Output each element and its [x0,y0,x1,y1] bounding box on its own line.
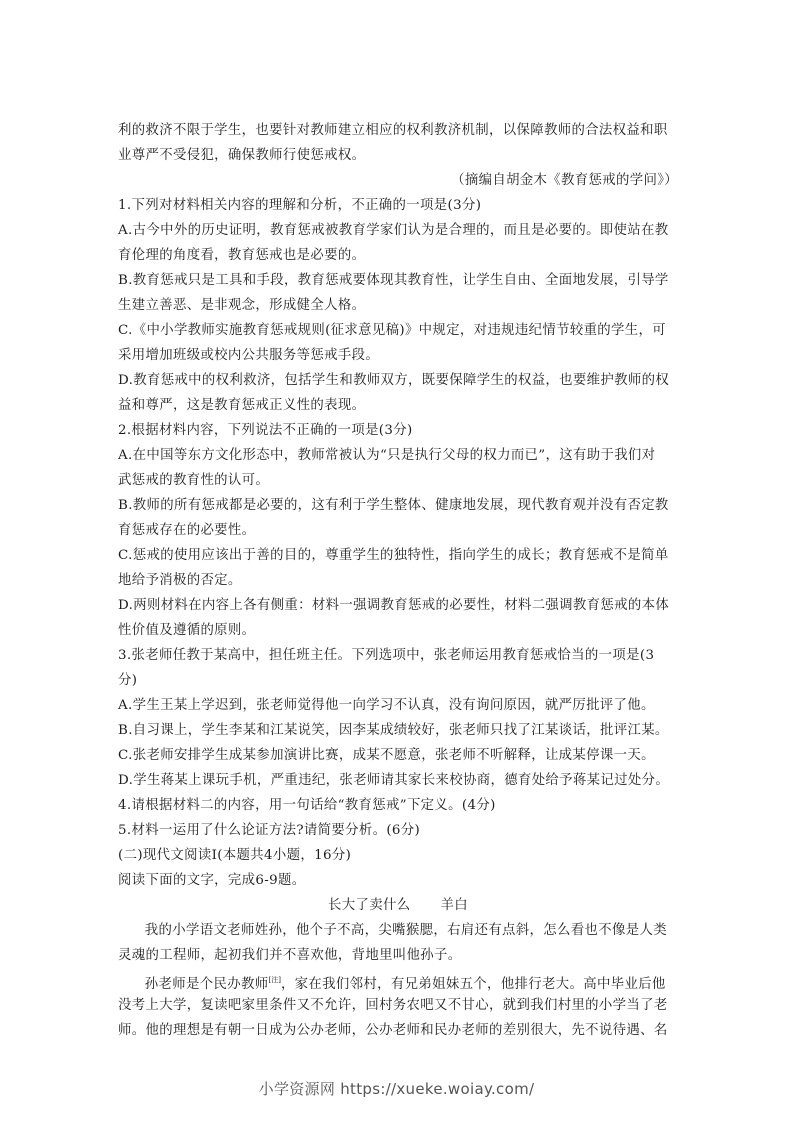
article-author: 羊白 [440,898,468,913]
paragraph-text: ，家在我们邻村，有兄弟姐妹五个，他排行老大。高中毕业后他 [280,977,666,992]
q2-option-c: C.惩戒的使用应该出于善的目的，尊重学生的独特性，指向学生的成长；教育惩戒不是简单 [118,548,669,563]
q1-option-d: D.教育惩戒中的权利救济，包括学生和教师双方，既要保障学生的权益，也要维护教师的权 [118,373,670,388]
q2-option-b: B.教师的所有惩戒都是必要的，这有利于学生整体、健康地发展，现代教育观并没有否定教 [118,498,669,513]
q2-option-a-cont: 武惩戒的教育性的认可。 [118,473,270,488]
q1-option-d-cont: 益和尊严，这是教育惩戒正义性的表现。 [118,398,366,413]
paragraph-line: 师。他的理想是有朝一日成为公办老师，公办老师和民办老师的差别很大，先不说待遇、名 [118,1023,668,1038]
q3-option-a: A.学生王某上学迟到，张老师觉得他一向学习不认真，没有询问原因，就严厉批评了他。 [118,698,655,713]
q1-option-a: A.古今中外的历史证明，教育惩戒被教育学家们认为是合理的，而且是必要的。即使站在教 [118,223,669,238]
paragraph-text: 孙老师是个民办教师 [144,977,269,992]
article-header [118,893,678,918]
article-title: 长大了卖什么 [328,898,411,913]
section-heading: (二)现代文阅读Ⅰ(本题共4小题，16分) [118,848,352,863]
q2-option-d: D.两则材料在内容上各有侧重：材料一强调教育惩戒的必要性，材料二强调教育惩戒的本体 [118,598,670,613]
q3-option-c: C.张老师安排学生成某参加演讲比赛，成某不愿意，张老师不听解释，让成某停课一天。 [118,748,655,763]
source-citation: （摘编自胡金木《教育惩戒的学问》） [451,173,678,188]
q2-option-a: A.在中国等东方文化形态中，教师常被认为“只是执行父母的权力而已”，这有助于我们对 [118,448,656,463]
q3-option-d: D.学生蒋某上课玩手机，严重违纪，张老师请其家长来校协商，德育处给予蒋某记过处分。 [118,773,670,788]
paragraph-line [118,968,678,993]
question-1-stem: 1.下列对材料相关内容的理解和分析，不正确的一项是(3分) [118,198,482,213]
section-instruction: 阅读下面的文字，完成6-9题。 [118,873,306,888]
q1-option-c-cont: 采用增加班级或校内公共服务等惩戒手段。 [118,348,380,363]
paragraph-line: 灵魂的工程师，起初我们并不喜欢他，背地里叫他孙子。 [118,948,462,963]
document-page [118,118,678,1043]
q2-option-b-cont: 育惩戒存在的必要性。 [118,523,256,538]
q2-option-c-cont: 地给予消极的否定。 [118,573,242,588]
q3-option-b: B.自习课上，学生李某和江某说笑，因李某成绩较好，张老师只找了江某谈话，批评江某。 [118,723,669,738]
material-line: 业尊严不受侵犯，确保教师行使惩戒权。 [118,148,366,163]
watermark-footer: 小学资源网 https://xueke.woiay.com/ [258,1080,535,1098]
material-line: 利的救济不限于学生，也要针对教师建立相应的权利教济机制，以保障教师的合法权益和职 [118,123,668,138]
question-4-stem: 4.请根据材料二的内容，用一句话给“教育惩戒”下定义。(4分) [118,798,496,813]
q1-option-a-cont: 育伦理的角度看，教育惩戒也是必要的。 [118,248,366,263]
q2-option-d-cont: 性价值及遵循的原则。 [118,623,256,638]
q1-option-c: C.《中小学教师实施教育惩戒规则(征求意见稿)》中规定，对违规违纪情节较重的学生，可 [118,323,667,338]
q1-option-b: B.教育惩戒只是工具和手段，教育惩戒要体现其教育性，让学生自由、全面地发展，引导学 [118,273,669,288]
question-3-stem: 3.张老师任教于某高中，担任班主任。下列选项中，张老师运用教育惩戒恰当的一项是(3 [118,648,655,663]
paragraph-line: 我的小学语文老师姓孙，他个子不高，尖嘴猴腮，右肩还有点斜，怎么看也不像是人类 [144,923,667,938]
question-2-stem: 2.根据材料内容，下列说法不正确的一项是(3分) [118,423,413,438]
paragraph-line: 没考上大学，复读吧家里条件又不允许，回村务农吧又不甘心，就到我们村里的小学当了老 [118,998,668,1013]
question-5-stem: 5.材料一运用了什么论证方法?请简要分析。(6分) [118,823,421,838]
q1-option-b-cont: 生建立善恶、是非观念，形成健全人格。 [118,298,366,313]
footnote-marker[interactable]: [注] [268,976,281,984]
question-3-stem-cont: 分) [118,673,138,688]
